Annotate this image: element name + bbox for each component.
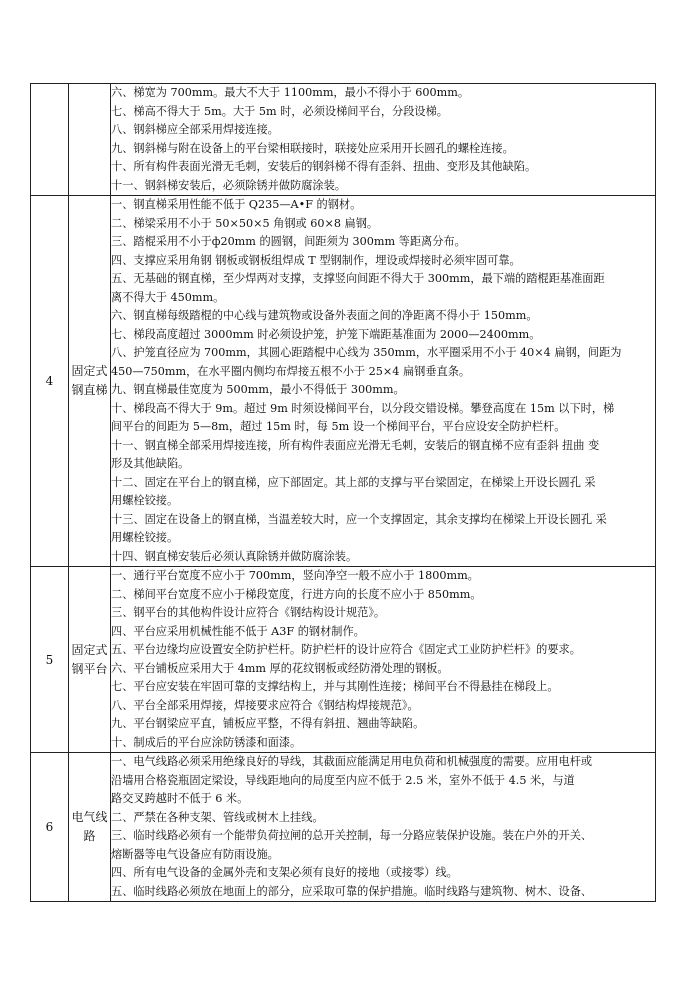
- table-row: [31, 84, 656, 196]
- requirement-line: 间平台的间距为 5—8m，超过 15m 时，每 5m 设一个梯间平台，平台应设安全防护栏杆。: [111, 420, 566, 433]
- requirement-line: 十、梯段高不得大于 9m。超过 9m 时须设梯间平台，以分段交错设梯。攀登高度在 15m 以下时，梯: [111, 401, 615, 415]
- requirement-line: 十四、钢直梯安装后必须认真除锈并做防腐涂装。: [111, 549, 358, 563]
- requirement-line: 一、钢直梯采用性能不低于 Q235—A•F 的钢材。: [111, 198, 362, 211]
- requirement-line: 九、钢斜梯与附在设备上的平台梁相联接时，联接处应采用开长圆孔的螺栓连接。: [111, 141, 514, 155]
- requirement-line: 五、平台边缘均应设置安全防护栏杆。防护栏杆的设计应符合《固定式工业防护栏杆》的要求。: [111, 643, 581, 656]
- row-category: [69, 84, 111, 196]
- requirement-line: 十一、钢直梯全部采用焊接连接，所有构件表面应光滑无毛刺，安装后的钢直梯不应有歪斜 扭曲 变: [111, 438, 600, 452]
- table-row: [31, 753, 656, 902]
- requirement-line: 七、平台应安装在牢固可靠的支撑结构上，并与其刚性连接；梯间平台不得悬挂在梯段上。: [111, 680, 559, 693]
- requirement-line: 八、平台全部采用焊接，焊接要求应符合《钢结构焊接规范》。: [111, 698, 419, 712]
- requirement-line: 二、梯梁采用不小于 50×50×5 角钢或 60×8 扁钢。: [111, 216, 379, 230]
- requirement-line: 五、临时线路必须放在地面上的部分，应采取可靠的保护措施。临时线路与建筑物、树木、设备、: [111, 884, 593, 898]
- requirement-line: 十二、固定在平台上的钢直梯，应下部固定。其上部的支撑与平台梁固定，在梯梁上开设长圆孔 采: [111, 475, 596, 489]
- requirement-line: 六、梯宽为 700mm。最大不大于 1100mm，最小不得小于 600mm。: [111, 86, 470, 99]
- requirement-line: 一、电气线路必须采用绝缘良好的导线，其截面应能满足用电负荷和机械强度的需要。应用电杆或: [111, 755, 593, 768]
- requirement-line: 二、梯间平台宽度不应小于梯段宽度，行进方向的长度不应小于 850mm。: [111, 587, 482, 601]
- table-row: [31, 567, 656, 753]
- row-number: 5: [31, 567, 69, 753]
- requirement-line: 沿墙用合格瓷瓶固定梁设，导线距地向的局度至内应不低于 2.5 米，室外不低于 4.5 米，与道: [111, 773, 575, 787]
- requirement-line: 路交叉跨越时不低于 6 米。: [111, 792, 249, 805]
- requirement-line: 十三、固定在设备上的钢直梯，当温差较大时，应一个支撑固定，其余支撑均在梯梁上开设长圆孔 采: [111, 512, 607, 526]
- requirement-line: 一、通行平台宽度不应小于 700mm，竖向净空一般不应小于 1800mm。: [111, 569, 479, 582]
- requirement-line: 七、梯段高度超过 3000mm 时必须设护笼，护笼下端距基准面为 2000—2400mm。: [111, 327, 541, 341]
- row-category: 固定式钢直梯: [69, 196, 111, 567]
- requirement-line: 熔断器等电气设备应有防雨设施。: [111, 847, 279, 861]
- requirement-line: 四、支撑应采用角钢 钢板或钢板组焊成 T 型钢制作，埋设或焊接时必须牢固可靠。: [111, 253, 521, 267]
- requirement-line: 十一、钢斜梯安装后，必须除锈并做防腐涂装。: [111, 178, 346, 192]
- requirement-line: 三、钢平台的其他构件设计应符合《钢结构设计规范》。: [111, 606, 386, 619]
- requirement-line: 形及其他缺陷。: [111, 457, 190, 470]
- requirement-line: 四、所有电气设备的金属外壳和支架必须有良好的接地（或接零）线。: [111, 866, 458, 879]
- row-requirements: [111, 567, 656, 753]
- requirement-line: 六、钢直梯每级踏棍的中心线与建筑物或设备外表面之间的净距离不得小于 150mm。: [111, 309, 538, 322]
- row-number: 4: [31, 196, 69, 567]
- requirement-line: 七、梯高不得大于 5m。大于 5m 时，必须设梯间平台，分段设梯。: [111, 104, 448, 118]
- requirement-line: 九、平台钢梁应平直，铺板应平整，不得有斜扭、翘曲等缺陷。: [111, 717, 425, 730]
- requirement-line: 三、踏棍采用不小于ф20mm 的圆钢，间距须为 300mm 等距离分布。: [111, 235, 466, 248]
- row-requirements: [111, 753, 656, 902]
- row-number: [31, 84, 69, 196]
- spec-table: [30, 83, 656, 902]
- table-row: [31, 196, 656, 567]
- requirement-line: 二、严禁在各种支架、管线或树木上挂线。: [111, 810, 324, 824]
- row-category: 电气线路: [69, 753, 111, 902]
- row-number: 6: [31, 753, 69, 902]
- row-category: 固定式钢平台: [69, 567, 111, 753]
- requirement-line: 用螺栓铰接。: [111, 531, 179, 544]
- requirement-line: 八、钢斜梯应全部采用焊接连接。: [111, 123, 279, 136]
- row-requirements: [111, 84, 656, 196]
- row-requirements: [111, 196, 656, 567]
- requirement-line: 九、钢直梯最佳宽度为 500mm，最小不得低于 300mm。: [111, 383, 405, 396]
- requirement-line: 450—750mm，在水平圈内侧均布焊接五根不小于 25×4 扁钢垂直条。: [111, 364, 471, 378]
- requirement-line: 四、平台应采用机械性能不低于 A3F 的钢材制作。: [111, 624, 365, 638]
- requirement-line: 离不得大于 450mm。: [111, 290, 225, 304]
- requirement-line: 六、平台铺板应采用大于 4mm 厚的花纹钢板或经防滑处理的钢板。: [111, 661, 449, 675]
- requirement-line: 三、临时线路必须有一个能带负荷拉闸的总开关控制，每一分路应装保护设施。装在户外的开关、: [111, 829, 593, 842]
- requirement-line: 十、制成后的平台应涂防锈漆和面漆。: [111, 735, 302, 749]
- requirement-line: 五、无基础的钢直梯，至少焊两对支撑，支撑竖向间距不得大于 300mm，最下端的踏棍距基准面距: [111, 272, 605, 285]
- requirement-line: 用螺栓铰接。: [111, 494, 179, 507]
- requirement-line: 十、所有构件表面光滑无毛刺，安装后的钢斜梯不得有歪斜、扭曲、变形及其他缺陷。: [111, 160, 537, 173]
- requirement-line: 八、护笼直径应为 700mm，其圆心距踏棍中心线为 350mm，水平圈采用不小于 40×4 扁钢，间距为: [111, 346, 622, 359]
